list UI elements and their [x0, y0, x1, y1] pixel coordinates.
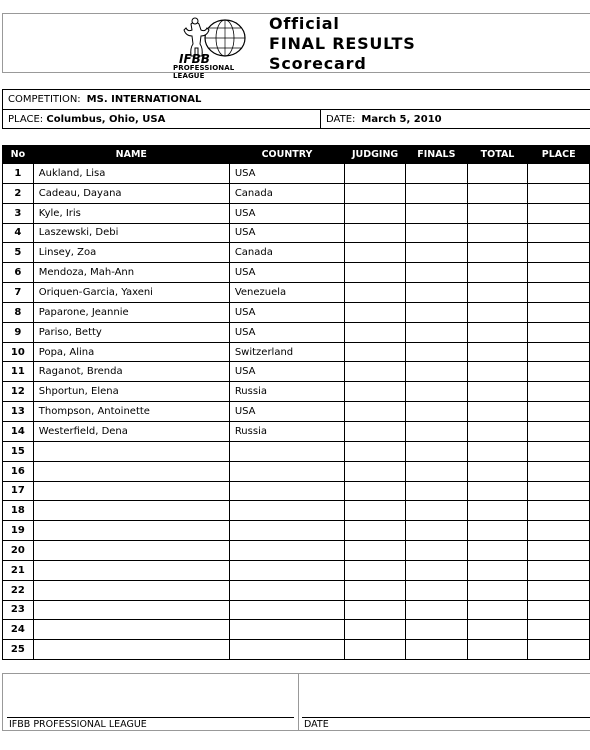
athlete-name: [33, 640, 229, 660]
judging-score: [345, 382, 406, 402]
table-row: [3, 183, 590, 203]
finals-score: [406, 243, 468, 263]
total-score: [467, 541, 528, 561]
judging-score: [345, 421, 406, 441]
judging-score: [345, 560, 406, 580]
athlete-country: USA: [229, 203, 344, 223]
place-result: [528, 600, 590, 620]
row-number: 5: [3, 243, 34, 263]
row-number: 8: [3, 302, 34, 322]
place-result: [528, 421, 590, 441]
finals-score: [406, 283, 468, 303]
place-result: [528, 283, 590, 303]
competition-row: [3, 90, 590, 110]
athlete-name: [33, 600, 229, 620]
finals-score: [406, 342, 468, 362]
table-row: [3, 521, 590, 541]
judging-score: [345, 580, 406, 600]
athlete-name: Shportun, Elena: [33, 382, 229, 402]
judging-score: [345, 283, 406, 303]
results-table: [2, 145, 590, 660]
date-value: March 5, 2010: [361, 114, 442, 125]
athlete-country: [229, 501, 344, 521]
place-result: [528, 580, 590, 600]
athlete-name: [33, 441, 229, 461]
table-row: [3, 501, 590, 521]
athlete-name: Kyle, Iris: [33, 203, 229, 223]
total-score: [467, 342, 528, 362]
competition-label: COMPETITION:: [8, 94, 81, 105]
signature-footer: [2, 673, 590, 731]
place-result: [528, 322, 590, 342]
total-score: [467, 302, 528, 322]
finals-score: [406, 620, 468, 640]
table-row: [3, 322, 590, 342]
finals-score: [406, 402, 468, 422]
place-result: [528, 620, 590, 640]
athlete-country: USA: [229, 164, 344, 184]
row-number: 15: [3, 441, 34, 461]
judging-score: [345, 302, 406, 322]
judging-score: [345, 263, 406, 283]
athlete-country: Canada: [229, 243, 344, 263]
total-score: [467, 441, 528, 461]
place-result: [528, 342, 590, 362]
col-header-name: NAME: [33, 146, 229, 164]
row-number: 23: [3, 600, 34, 620]
signature-line: [7, 717, 294, 718]
signature-label: IFBB PROFESSIONAL LEAGUE: [9, 719, 147, 730]
row-number: 22: [3, 580, 34, 600]
table-row: [3, 342, 590, 362]
finals-score: [406, 600, 468, 620]
finals-score: [406, 362, 468, 382]
row-number: 3: [3, 203, 34, 223]
row-number: 9: [3, 322, 34, 342]
athlete-country: USA: [229, 223, 344, 243]
total-score: [467, 501, 528, 521]
row-number: 16: [3, 461, 34, 481]
athlete-country: Switzerland: [229, 342, 344, 362]
athlete-country: USA: [229, 263, 344, 283]
finals-score: [406, 223, 468, 243]
row-number: 10: [3, 342, 34, 362]
col-header-total: TOTAL: [467, 146, 528, 164]
finals-score: [406, 203, 468, 223]
finals-score: [406, 322, 468, 342]
total-score: [467, 560, 528, 580]
table-row: [3, 481, 590, 501]
judging-score: [345, 243, 406, 263]
place-result: [528, 203, 590, 223]
total-score: [467, 481, 528, 501]
place-result: [528, 501, 590, 521]
judging-score: [345, 322, 406, 342]
place-result: [528, 243, 590, 263]
row-number: 2: [3, 183, 34, 203]
scorecard-title: [269, 14, 416, 74]
table-row: [3, 302, 590, 322]
total-score: [467, 640, 528, 660]
title-line-2: FINAL RESULTS: [269, 34, 416, 53]
athlete-name: Westerfield, Dena: [33, 421, 229, 441]
table-row: [3, 441, 590, 461]
col-header-judging: JUDGING: [345, 146, 406, 164]
place-result: [528, 560, 590, 580]
athlete-country: USA: [229, 302, 344, 322]
place-result: [528, 541, 590, 561]
table-row: [3, 362, 590, 382]
row-number: 24: [3, 620, 34, 640]
total-score: [467, 283, 528, 303]
row-number: 25: [3, 640, 34, 660]
judging-score: [345, 183, 406, 203]
athlete-name: [33, 521, 229, 541]
footer-date-label: DATE: [304, 719, 329, 730]
finals-score: [406, 441, 468, 461]
total-score: [467, 580, 528, 600]
athlete-name: Cadeau, Dayana: [33, 183, 229, 203]
total-score: [467, 382, 528, 402]
athlete-name: Aukland, Lisa: [33, 164, 229, 184]
judging-score: [345, 342, 406, 362]
table-row: [3, 243, 590, 263]
athlete-country: USA: [229, 402, 344, 422]
table-row: [3, 223, 590, 243]
finals-score: [406, 541, 468, 561]
athlete-name: Thompson, Antoinette: [33, 402, 229, 422]
row-number: 6: [3, 263, 34, 283]
place-label: PLACE:: [8, 114, 44, 125]
row-number: 17: [3, 481, 34, 501]
athlete-name: Paparone, Jeannie: [33, 302, 229, 322]
athlete-name: [33, 461, 229, 481]
table-row: [3, 541, 590, 561]
judging-score: [345, 481, 406, 501]
table-row: [3, 600, 590, 620]
row-number: 21: [3, 560, 34, 580]
total-score: [467, 620, 528, 640]
athlete-name: Linsey, Zoa: [33, 243, 229, 263]
athlete-country: [229, 541, 344, 561]
athlete-name: Raganot, Brenda: [33, 362, 229, 382]
competition-value: MS. INTERNATIONAL: [86, 94, 202, 105]
finals-score: [406, 640, 468, 660]
table-row: [3, 263, 590, 283]
finals-score: [406, 263, 468, 283]
row-number: 13: [3, 402, 34, 422]
judging-score: [345, 521, 406, 541]
table-row: [3, 164, 590, 184]
athlete-country: [229, 441, 344, 461]
judging-score: [345, 640, 406, 660]
athlete-name: [33, 580, 229, 600]
athlete-country: USA: [229, 322, 344, 342]
athlete-name: Laszewski, Debi: [33, 223, 229, 243]
judging-score: [345, 441, 406, 461]
place-result: [528, 302, 590, 322]
place-result: [528, 362, 590, 382]
table-row: [3, 580, 590, 600]
row-number: 20: [3, 541, 34, 561]
total-score: [467, 164, 528, 184]
col-header-country: COUNTRY: [229, 146, 344, 164]
athlete-country: Canada: [229, 183, 344, 203]
row-number: 14: [3, 421, 34, 441]
total-score: [467, 263, 528, 283]
col-header-finals: FINALS: [406, 146, 468, 164]
total-score: [467, 461, 528, 481]
table-row: [3, 421, 590, 441]
athlete-country: [229, 560, 344, 580]
row-number: 18: [3, 501, 34, 521]
place-result: [528, 164, 590, 184]
finals-score: [406, 421, 468, 441]
judging-score: [345, 402, 406, 422]
row-number: 1: [3, 164, 34, 184]
finals-score: [406, 580, 468, 600]
place-result: [528, 521, 590, 541]
table-row: [3, 461, 590, 481]
table-row: [3, 283, 590, 303]
judging-score: [345, 600, 406, 620]
athlete-country: [229, 620, 344, 640]
finals-score: [406, 302, 468, 322]
total-score: [467, 322, 528, 342]
athlete-country: Venezuela: [229, 283, 344, 303]
athlete-country: [229, 580, 344, 600]
date-line: [302, 717, 590, 718]
ifbb-logo: [173, 16, 268, 80]
place-result: [528, 402, 590, 422]
place-value: Columbus, Ohio, USA: [46, 114, 166, 125]
total-score: [467, 421, 528, 441]
athlete-name: [33, 620, 229, 640]
row-number: 7: [3, 283, 34, 303]
place-result: [528, 481, 590, 501]
judging-score: [345, 362, 406, 382]
place-result: [528, 183, 590, 203]
logo-name: IFBB: [179, 52, 210, 66]
athlete-country: [229, 600, 344, 620]
athlete-name: Oriquen-Garcia, Yaxeni: [33, 283, 229, 303]
finals-score: [406, 382, 468, 402]
athlete-name: Mendoza, Mah-Ann: [33, 263, 229, 283]
header-box: [2, 13, 590, 80]
judging-score: [345, 501, 406, 521]
table-row: [3, 620, 590, 640]
finals-score: [406, 481, 468, 501]
place-result: [528, 640, 590, 660]
total-score: [467, 223, 528, 243]
athlete-country: Russia: [229, 421, 344, 441]
date-cell: [320, 110, 442, 129]
athlete-country: [229, 521, 344, 541]
row-number: 11: [3, 362, 34, 382]
athlete-name: [33, 541, 229, 561]
judging-score: [345, 620, 406, 640]
table-row: [3, 640, 590, 660]
total-score: [467, 203, 528, 223]
competition-info: [2, 89, 590, 129]
finals-score: [406, 164, 468, 184]
total-score: [467, 362, 528, 382]
place-result: [528, 223, 590, 243]
table-row: [3, 382, 590, 402]
judging-score: [345, 461, 406, 481]
finals-score: [406, 501, 468, 521]
athlete-country: [229, 640, 344, 660]
judging-score: [345, 223, 406, 243]
athlete-name: [33, 501, 229, 521]
athlete-name: Pariso, Betty: [33, 322, 229, 342]
finals-score: [406, 461, 468, 481]
judging-score: [345, 541, 406, 561]
athlete-name: [33, 560, 229, 580]
total-score: [467, 600, 528, 620]
logo-subtext: PROFESSIONAL LEAGUE: [173, 64, 235, 80]
athlete-country: [229, 461, 344, 481]
athlete-name: Popa, Alina: [33, 342, 229, 362]
athlete-name: [33, 481, 229, 501]
judging-score: [345, 164, 406, 184]
athlete-country: Russia: [229, 382, 344, 402]
finals-score: [406, 521, 468, 541]
row-number: 4: [3, 223, 34, 243]
table-row: [3, 560, 590, 580]
table-header-row: [3, 146, 590, 164]
finals-score: [406, 183, 468, 203]
total-score: [467, 402, 528, 422]
date-label: DATE:: [326, 114, 356, 125]
table-row: [3, 402, 590, 422]
title-line-1: Official: [269, 14, 340, 33]
finals-score: [406, 560, 468, 580]
place-result: [528, 461, 590, 481]
athlete-country: USA: [229, 362, 344, 382]
col-header-place: PLACE: [528, 146, 590, 164]
place-result: [528, 263, 590, 283]
athlete-country: [229, 481, 344, 501]
title-line-3: Scorecard: [269, 54, 367, 73]
total-score: [467, 521, 528, 541]
total-score: [467, 243, 528, 263]
judging-score: [345, 203, 406, 223]
col-header-no: No: [3, 146, 34, 164]
place-date-row: [3, 110, 590, 130]
place-result: [528, 382, 590, 402]
table-row: [3, 203, 590, 223]
place-result: [528, 441, 590, 461]
footer-divider: [298, 674, 299, 730]
row-number: 12: [3, 382, 34, 402]
total-score: [467, 183, 528, 203]
row-number: 19: [3, 521, 34, 541]
